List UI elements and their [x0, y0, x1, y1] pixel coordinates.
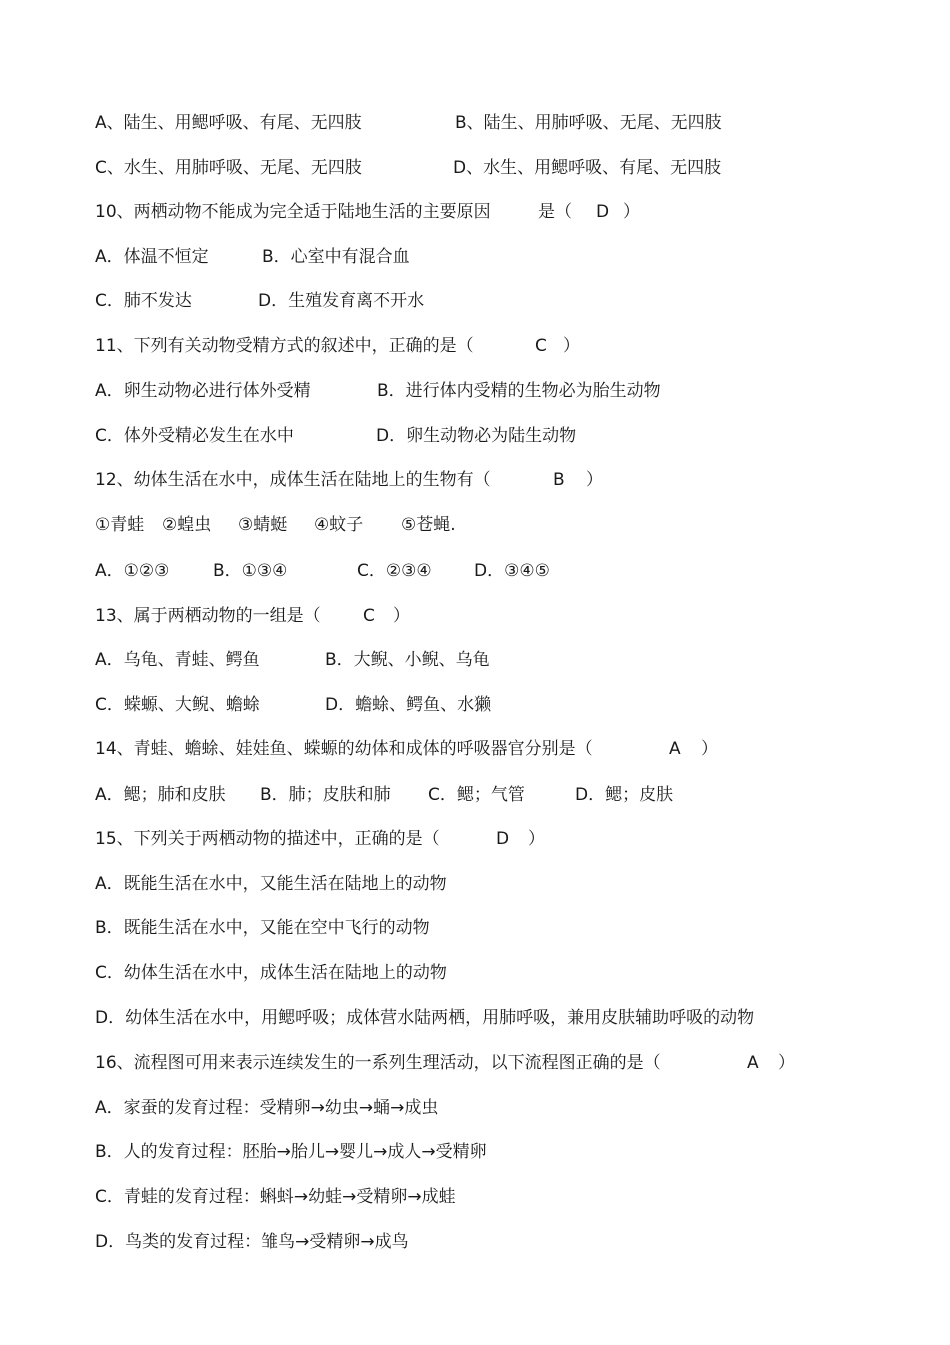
q14-close-paren: ）: [701, 739, 718, 759]
q16-option-d: D．鸟类的发育过程：雏鸟→受精卵→成鸟: [95, 1232, 409, 1252]
q16-close-paren: ）: [778, 1053, 795, 1073]
q12-option-b: B．①③④: [213, 561, 288, 581]
q12-option-d: D．③④⑤: [474, 561, 550, 581]
q14-question-text: 14、青蛙、蟾蜍、娃娃鱼、蝾螈的幼体和成体的呼吸器官分别是（: [95, 739, 593, 759]
q13-question-text: 13、属于两栖动物的一组是（: [95, 606, 321, 626]
q10-option-a: A．体温不恒定: [95, 247, 209, 267]
q12-item-5: ⑤苍蝇.: [401, 515, 456, 535]
q16-option-b: B．人的发育过程：胚胎→胎儿→婴儿→成人→受精卵: [95, 1142, 487, 1162]
q11-option-a: A．卵生动物必进行体外受精: [95, 381, 311, 401]
q11-answer: C: [535, 336, 547, 356]
q10-option-b: B．心室中有混合血: [262, 247, 410, 267]
q10-option-c: C．肺不发达: [95, 291, 192, 311]
q15-option-a: A．既能生活在水中，又能生活在陆地上的动物: [95, 874, 447, 894]
q12-item-1: ①青蛙: [95, 515, 145, 535]
q11-option-b: B．进行体内受精的生物必为胎生动物: [377, 381, 661, 401]
q11-option-c: C．体外受精必发生在水中: [95, 426, 294, 446]
q10-option-d: D．生殖发育离不开水: [258, 291, 425, 311]
q13-option-c: C．蝾螈、大鲵、蟾蜍: [95, 695, 260, 715]
q13-close-paren: ）: [393, 606, 410, 626]
q9-option-c: C、水生、用肺呼吸、无尾、无四肢: [95, 158, 362, 178]
q16-question-text: 16、流程图可用来表示连续发生的一系列生理活动，以下流程图正确的是（: [95, 1053, 661, 1073]
q10-close-paren: ）: [623, 202, 640, 222]
q15-option-b: B．既能生活在水中，又能在空中飞行的动物: [95, 918, 430, 938]
q13-option-d: D．蟾蜍、鳄鱼、水獭: [325, 695, 492, 715]
q15-answer: D: [496, 829, 510, 849]
q13-option-b: B．大鲵、小鲵、乌龟: [325, 650, 490, 670]
q9-option-a: A、陆生、用鳃呼吸、有尾、无四肢: [95, 113, 362, 133]
q15-question-text: 15、下列关于两栖动物的描述中，正确的是（: [95, 829, 440, 849]
q12-option-c: C．②③④: [357, 561, 432, 581]
q12-answer: B: [553, 470, 565, 490]
q12-option-a: A．①②③: [95, 561, 170, 581]
q15-option-c: C．幼体生活在水中，成体生活在陆地上的动物: [95, 963, 447, 983]
q10-answer: D: [596, 202, 610, 222]
q14-option-b: B．肺；皮肤和肺: [260, 785, 391, 805]
q11-close-paren: ）: [563, 336, 580, 356]
q11-option-d: D．卵生动物必为陆生动物: [376, 426, 577, 446]
q12-item-3: ③蜻蜓: [238, 515, 288, 535]
q12-item-2: ②蝗虫: [162, 515, 212, 535]
q14-option-d: D．鳃；皮肤: [575, 785, 674, 805]
q12-close-paren: ）: [586, 470, 603, 490]
q12-question-text: 12、幼体生活在水中，成体生活在陆地上的生物有（: [95, 470, 491, 490]
q12-item-4: ④蚊子: [314, 515, 364, 535]
q16-option-a: A．家蚕的发育过程：受精卵→幼虫→蛹→成虫: [95, 1098, 439, 1118]
q13-answer: C: [363, 606, 375, 626]
q10-question-text: 10、两栖动物不能成为完全适于陆地生活的主要原因: [95, 202, 491, 222]
q13-option-a: A．乌龟、青蛙、鳄鱼: [95, 650, 260, 670]
q11-question-text: 11、下列有关动物受精方式的叙述中，正确的是（: [95, 336, 474, 356]
q14-answer: A: [669, 739, 681, 759]
q15-option-d: D．幼体生活在水中，用鳃呼吸；成体营水陆两栖，用肺呼吸，兼用皮肤辅助呼吸的动物: [95, 1008, 755, 1028]
q14-option-a: A．鳃；肺和皮肤: [95, 785, 226, 805]
q16-option-c: C．青蛙的发育过程：蝌蚪→幼蛙→受精卵→成蛙: [95, 1187, 456, 1207]
q15-close-paren: ）: [528, 829, 545, 849]
q9-option-b: B、陆生、用肺呼吸、无尾、无四肢: [455, 113, 722, 133]
q9-option-d: D、水生、用鳃呼吸、有尾、无四肢: [453, 158, 722, 178]
q16-answer: A: [747, 1053, 759, 1073]
q10-question-tail: 是（: [538, 202, 572, 222]
q14-option-c: C．鳃；气管: [428, 785, 525, 805]
